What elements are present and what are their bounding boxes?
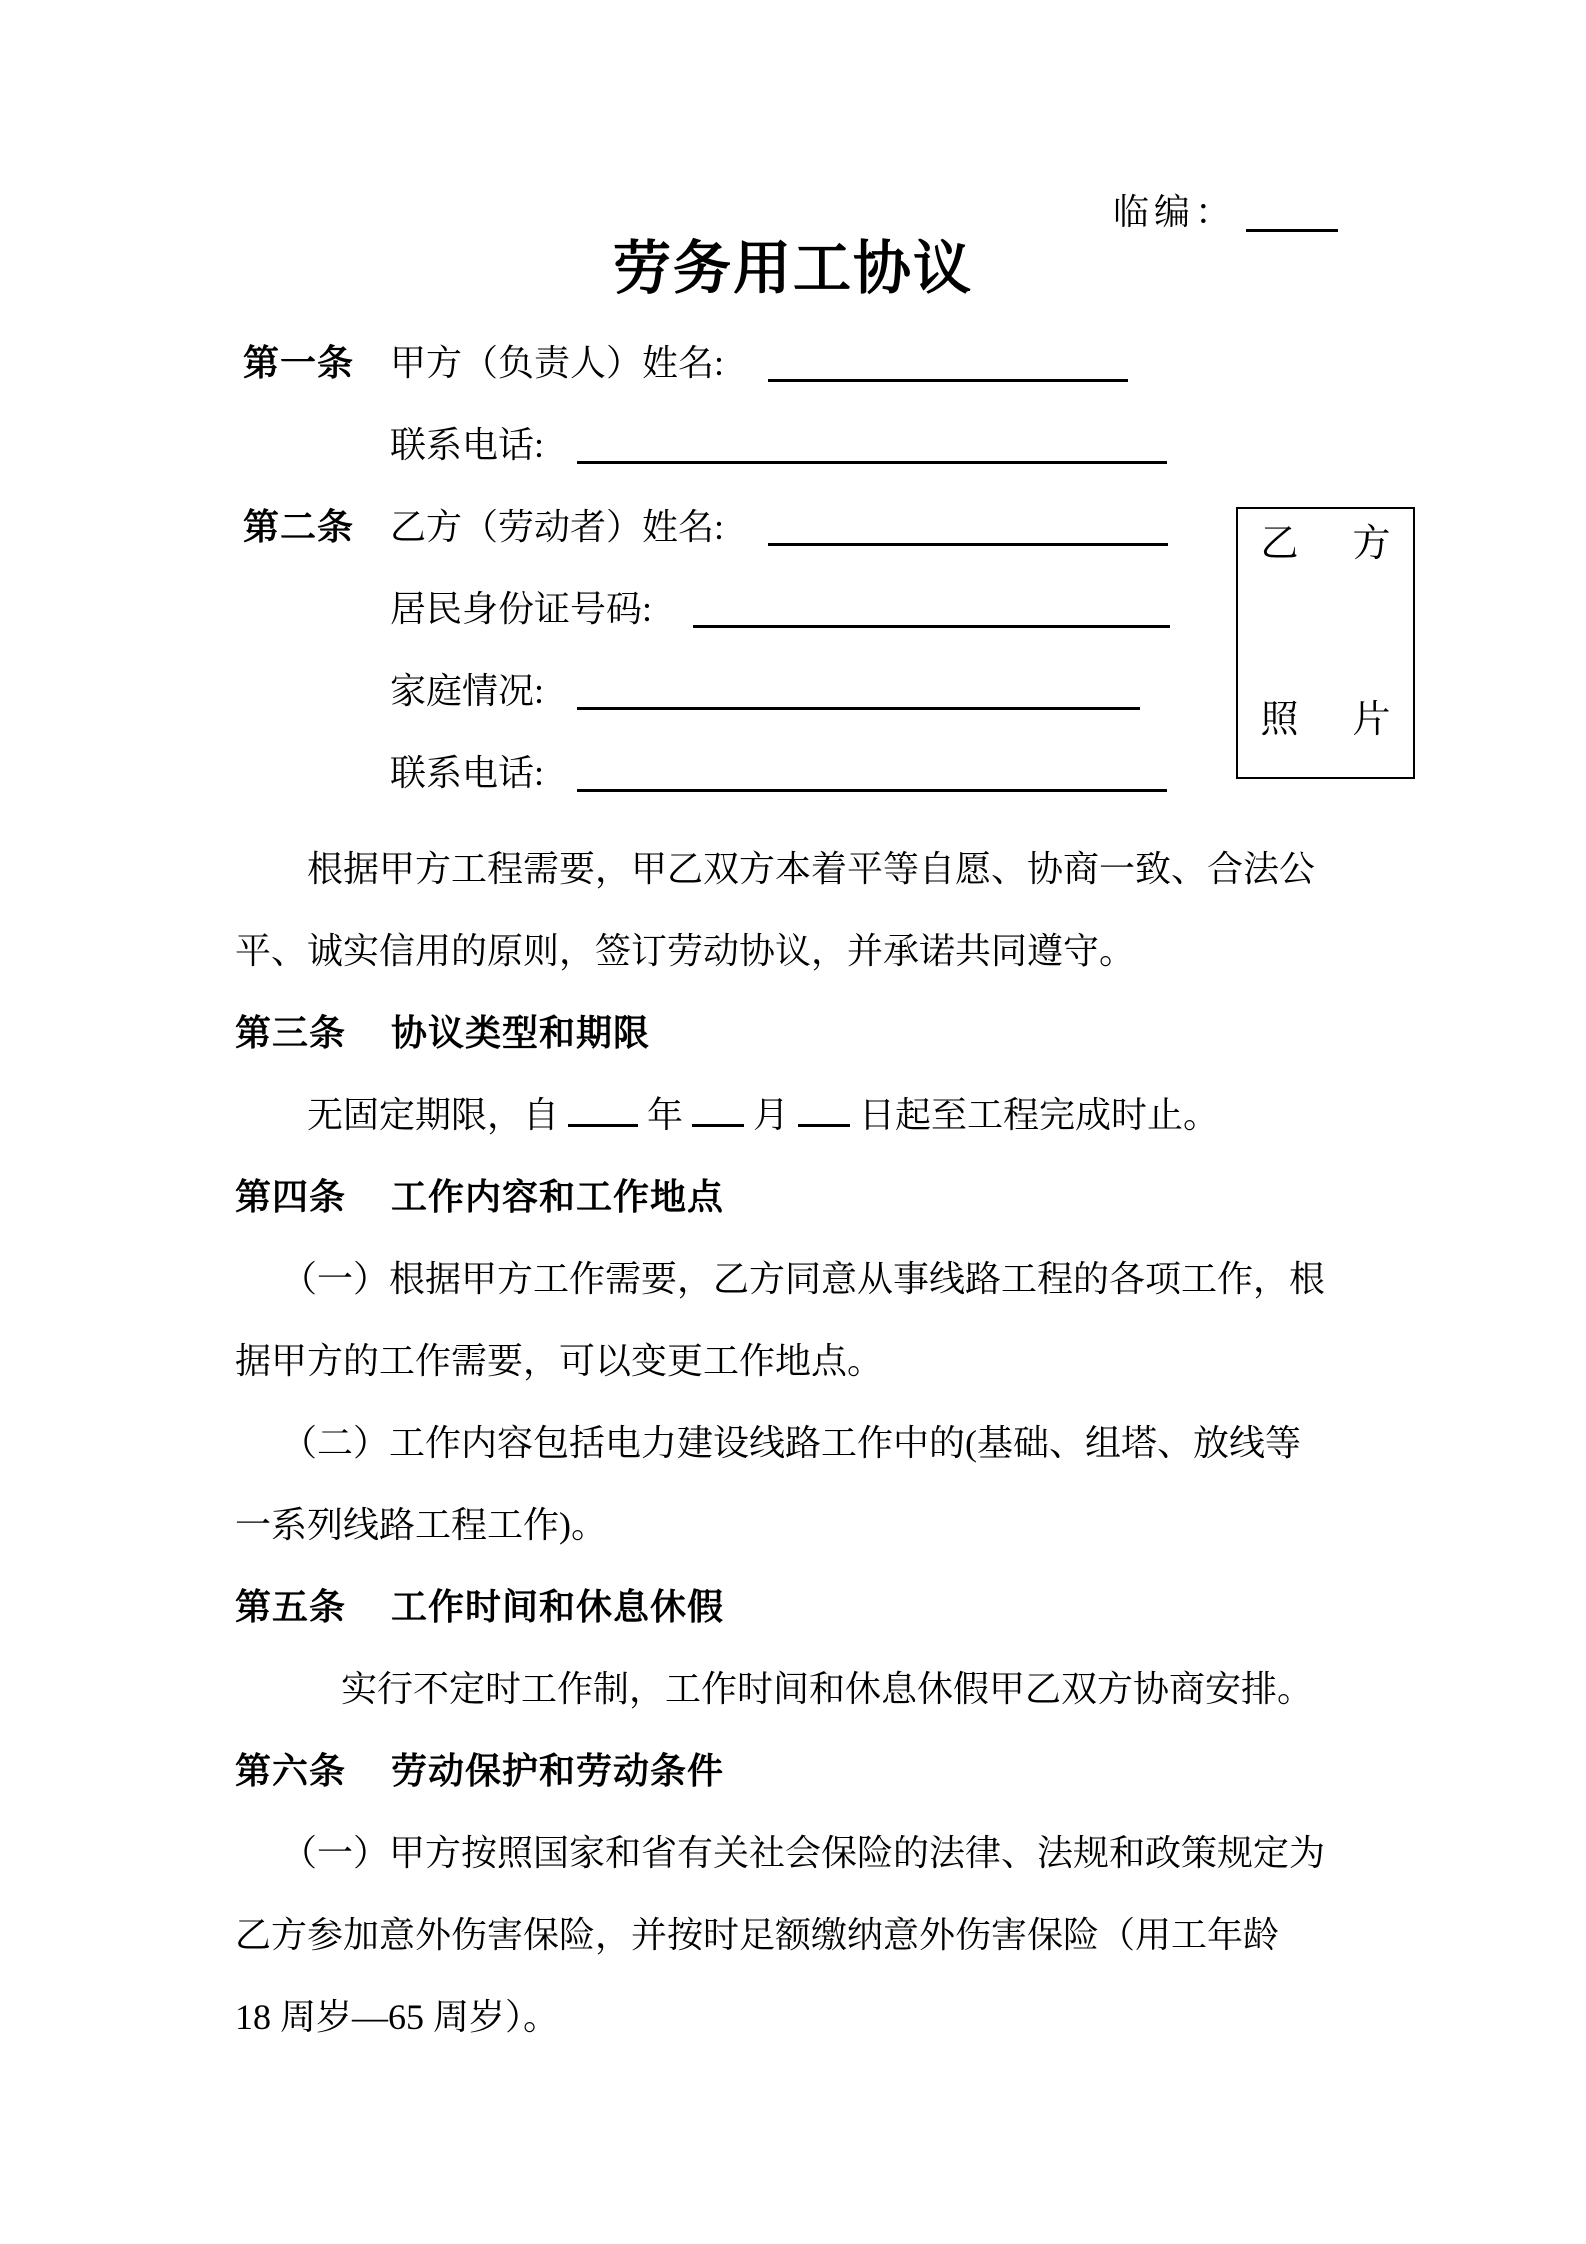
party-b-phone-label: 联系电话: <box>390 753 545 793</box>
party-b-family-label: 家庭情况: <box>390 671 545 711</box>
party-a-phone-label: 联系电话: <box>390 425 545 465</box>
contract-body <box>235 828 1445 2058</box>
article-4-number: 第四条 <box>235 1177 347 1217</box>
party-a-name-label: 甲方（负责人）姓名: <box>390 343 725 383</box>
term-day-blank-line <box>798 1118 850 1127</box>
party-b-family-blank-line <box>577 707 1140 710</box>
party-b-name-blank-line <box>768 543 1168 546</box>
term-year-blank-line <box>568 1118 638 1127</box>
article-3-heading <box>235 992 1445 1074</box>
article-4-item1-line1: （一）根据甲方工作需要，乙方同意从事线路工程的各项工作，根 <box>281 1259 1326 1299</box>
party-b-photo-box <box>1236 507 1415 779</box>
term-month-label: 月 <box>753 1095 790 1135</box>
party-a-phone-blank-line <box>577 461 1167 464</box>
article-2-number: 第二条 <box>243 507 355 547</box>
article-6-item1-line2: 乙方参加意外伤害保险，并按时足额缴纳意外伤害保险（用工年龄 <box>235 1915 1280 1955</box>
photo-box-char-zhao: 照 <box>1260 699 1299 741</box>
party-a-phone-row <box>0 423 1586 469</box>
party-a-name-row <box>0 341 1586 387</box>
intro-paragraph-line1: 根据甲方工程需要，甲乙双方本着平等自愿、协商一致、合法公 <box>307 849 1316 889</box>
party-b-id-label: 居民身份证号码: <box>390 589 653 629</box>
article-4-heading <box>235 1156 1445 1238</box>
term-text-prefix: 无固定期限，自 <box>307 1095 560 1135</box>
party-b-phone-blank-line <box>577 789 1167 792</box>
photo-box-char-fang: 方 <box>1352 523 1391 565</box>
article-1-number: 第一条 <box>243 343 355 383</box>
article-5-heading <box>235 1566 1445 1648</box>
term-year-label: 年 <box>647 1095 684 1135</box>
article-4-item2-line1: （二）工作内容包括电力建设线路工作中的(基础、组塔、放线等 <box>281 1423 1301 1463</box>
serial-number-row <box>1113 192 1338 232</box>
article-3-paragraph <box>235 1074 1445 1156</box>
article-6-item1-line3: 18 周岁—65 周岁）。 <box>235 1997 560 2037</box>
article-6-number: 第六条 <box>235 1751 347 1791</box>
serial-number-label: 临编： <box>1113 192 1237 232</box>
article-5-number: 第五条 <box>235 1587 347 1627</box>
article-6-item1-line1: （一）甲方按照国家和省有关社会保险的法律、法规和政策规定为 <box>281 1833 1326 1873</box>
term-month-blank-line <box>692 1118 744 1127</box>
term-text-suffix: 日起至工程完成时止。 <box>859 1095 1220 1135</box>
party-b-id-blank-line <box>693 625 1170 628</box>
article-3-number: 第三条 <box>235 1013 347 1053</box>
article-5-paragraph: 实行不定时工作制，工作时间和休息休假甲乙双方协商安排。 <box>341 1669 1314 1709</box>
photo-box-label-bottom <box>1260 699 1390 741</box>
article-3-title: 协议类型和期限 <box>391 1013 651 1053</box>
article-4-title: 工作内容和工作地点 <box>391 1177 725 1217</box>
article-6-heading <box>235 1730 1445 1812</box>
party-b-name-label: 乙方（劳动者）姓名: <box>390 507 725 547</box>
serial-number-blank-line <box>1246 219 1338 232</box>
article-4-item2-line2: 一系列线路工程工作)。 <box>235 1505 607 1545</box>
page-title: 劳务用工协议 <box>612 236 973 301</box>
party-a-name-blank-line <box>768 379 1128 382</box>
intro-paragraph-line2: 平、诚实信用的原则，签订劳动协议，并承诺共同遵守。 <box>235 931 1136 971</box>
photo-box-char-yi: 乙 <box>1260 523 1299 565</box>
photo-box-label-top <box>1260 523 1390 565</box>
article-4-item1-line2: 据甲方的工作需要，可以变更工作地点。 <box>235 1341 884 1381</box>
article-6-title: 劳动保护和劳动条件 <box>391 1751 725 1791</box>
article-5-title: 工作时间和休息休假 <box>391 1587 725 1627</box>
photo-box-char-pian: 片 <box>1352 699 1391 741</box>
